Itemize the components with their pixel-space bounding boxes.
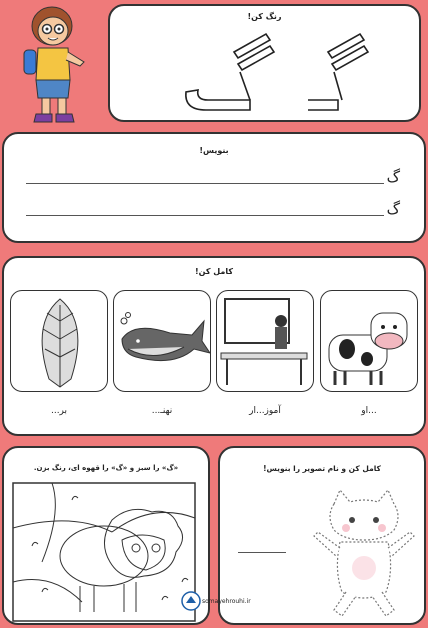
- whale-picture: [113, 290, 211, 392]
- watermark-logo-icon: [181, 591, 201, 611]
- sheep-coloring-title: «گ» را سبز و «گ» را قهوه ای، رنگ بزن.: [33, 464, 179, 472]
- coloring-title: رنگ کن!: [247, 12, 282, 21]
- writing-card: [2, 132, 426, 243]
- writing-title: بنویس!: [199, 146, 229, 155]
- teacher-icon: [217, 291, 314, 392]
- teacher-picture: [216, 290, 314, 392]
- coloring-card: [108, 4, 421, 122]
- cat-picture: [306, 486, 422, 622]
- whale-icon: [114, 291, 211, 392]
- cow-icon: [321, 291, 418, 392]
- complete-title: کامل کن!: [194, 267, 234, 276]
- cat-title: کامل کن و نام تصویر را بنویس!: [263, 464, 381, 473]
- writing-line-2[interactable]: [26, 215, 384, 216]
- gaf-outline-letters[interactable]: [178, 30, 388, 116]
- sheep-coloring-card: [2, 446, 210, 625]
- boy-illustration: [14, 2, 94, 126]
- sheep-coloring-picture[interactable]: [12, 482, 196, 622]
- leaf-icon: [11, 291, 108, 392]
- leaf-picture: [10, 290, 108, 392]
- complete-words-card: [2, 256, 426, 436]
- word-blank-3[interactable]: نهنـ...: [151, 406, 173, 416]
- word-blank-1[interactable]: ...او: [361, 406, 377, 416]
- cat-name-line[interactable]: [238, 552, 286, 553]
- writing-line-1[interactable]: [26, 183, 384, 184]
- writing-row-1-letter: گ: [386, 168, 400, 186]
- word-blank-4[interactable]: بر...: [50, 406, 68, 416]
- cow-picture: [320, 290, 418, 392]
- watermark-text: somayehrouhi.ir: [202, 598, 251, 605]
- word-blank-2[interactable]: آموز...ار: [249, 406, 281, 416]
- writing-row-2-letter: گ: [386, 200, 400, 218]
